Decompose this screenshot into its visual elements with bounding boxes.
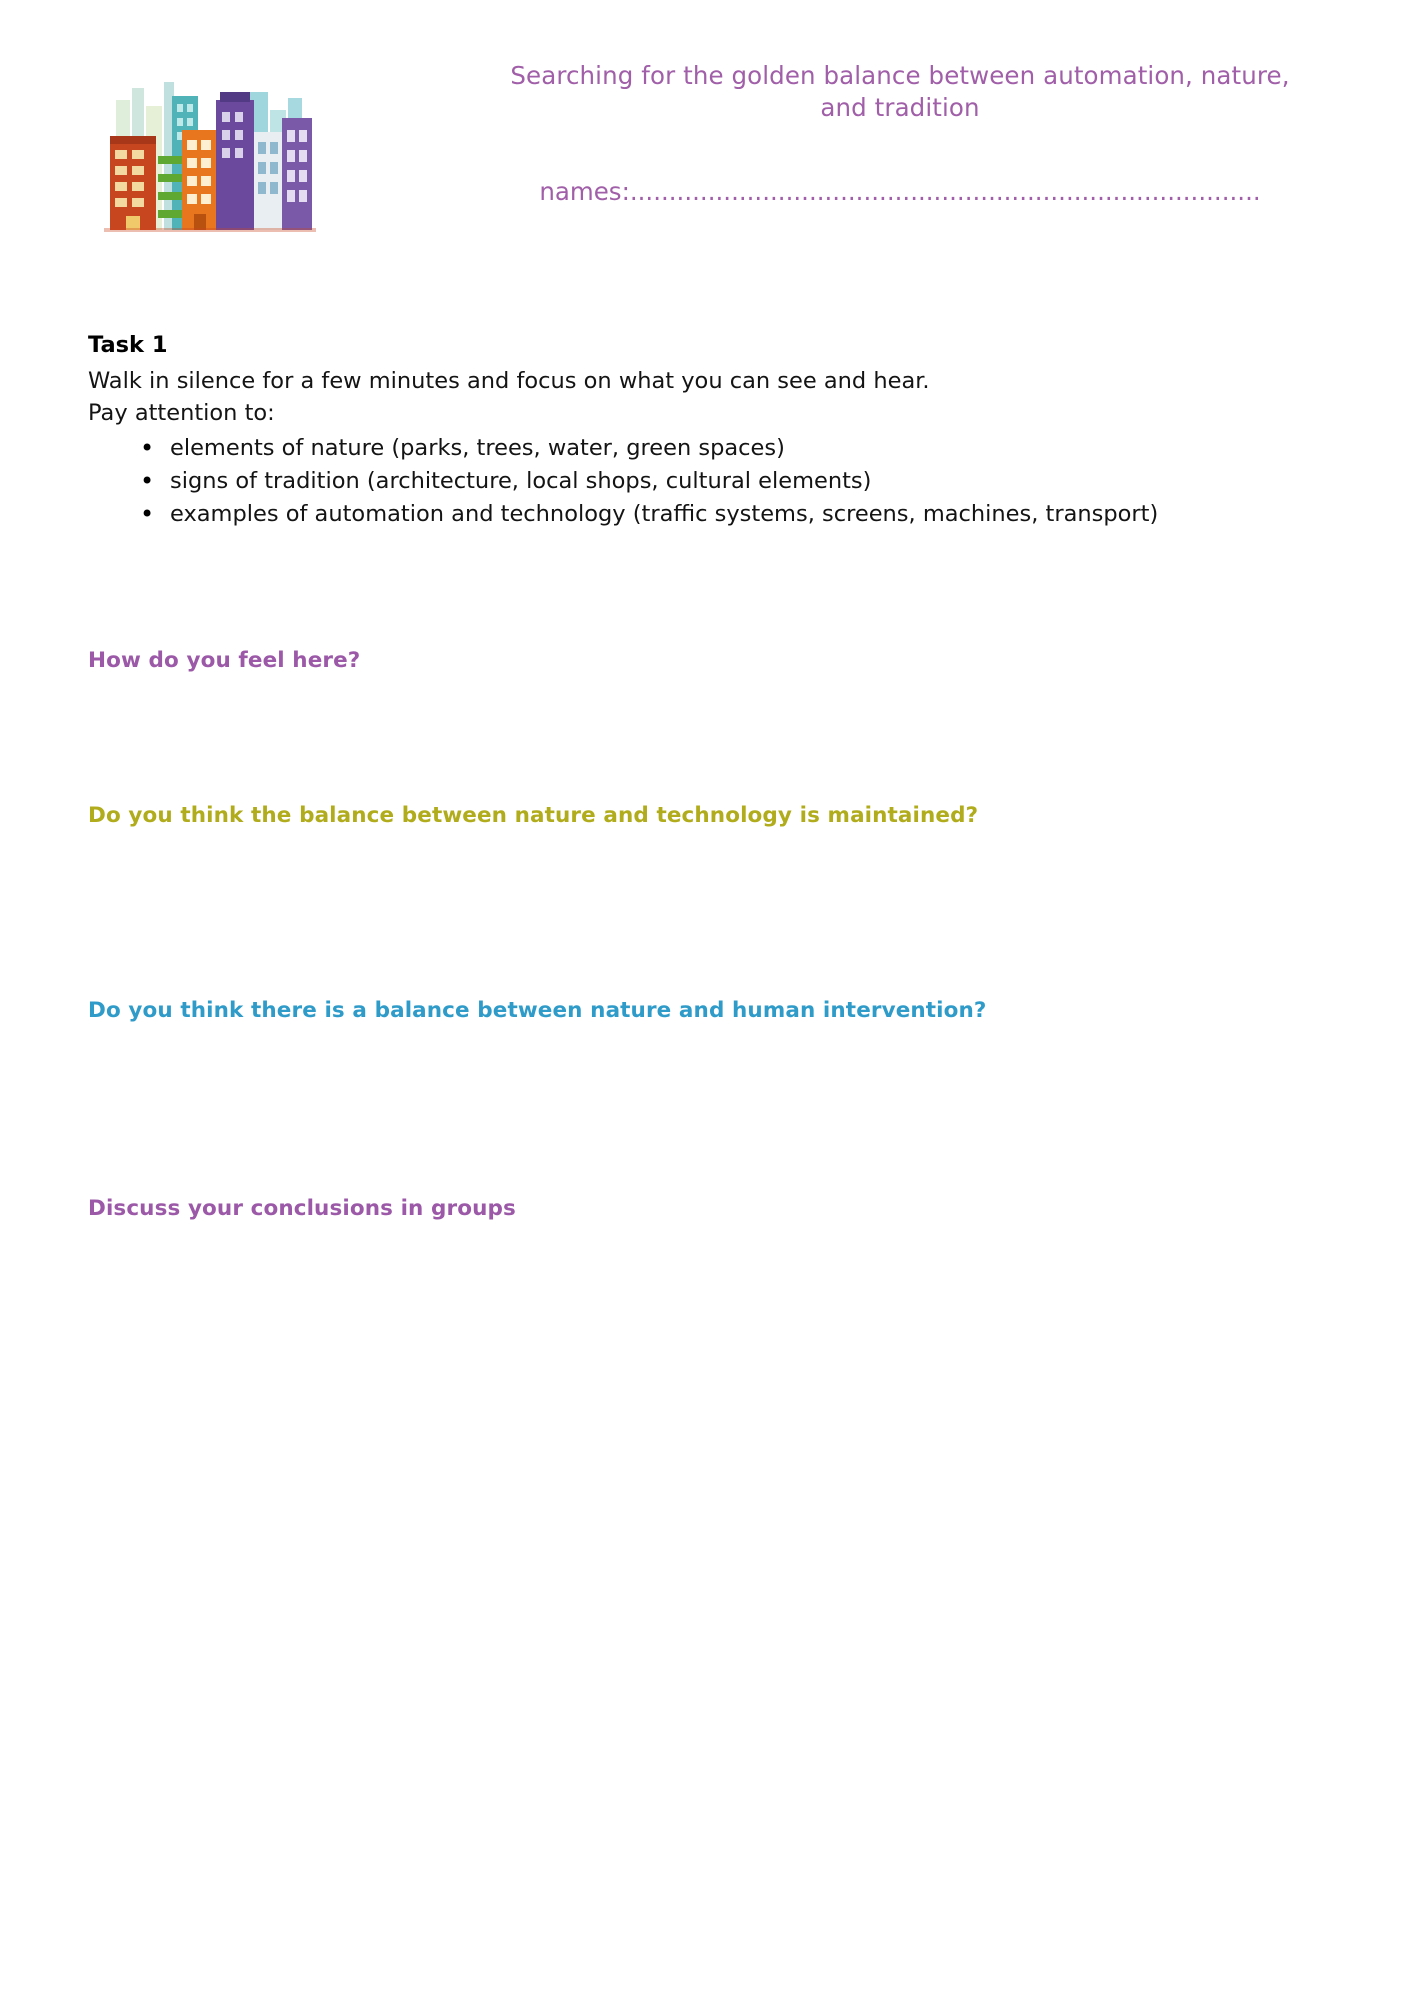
list-item: • elements of nature (parks, trees, water, green spaces): [140, 432, 1328, 465]
city-buildings-illustration-icon: [98, 70, 328, 250]
document-header: [0, 60, 1414, 260]
attention-list: [88, 432, 1328, 531]
task-subinstruction: Pay attention to:: [88, 399, 275, 426]
list-item: • examples of automation and technology (traffic systems, screens, machines, transport): [140, 498, 1328, 531]
task-instruction: Walk in silence for a few minutes and focus on what you can see and hear.: [88, 367, 930, 394]
page-title: Searching for the golden balance between automation, nature, and tradition: [510, 61, 1290, 123]
question-how-do-you-feel: How do you feel here?: [88, 648, 361, 673]
question-nature-human-intervention: Do you think there is a balance between nature and human intervention?: [88, 998, 987, 1023]
task-section: [88, 330, 1328, 531]
header-text-block: [500, 60, 1300, 206]
task-heading: Task 1: [88, 332, 168, 358]
question-nature-technology-balance: Do you think the balance between nature and technology is maintained?: [88, 803, 979, 828]
list-item: • signs of tradition (architecture, local shops, cultural elements): [140, 465, 1328, 498]
prompt-discuss-conclusions: Discuss your conclusions in groups: [88, 1196, 516, 1221]
names-field-line[interactable]: names:.................................................................................: [539, 176, 1261, 206]
